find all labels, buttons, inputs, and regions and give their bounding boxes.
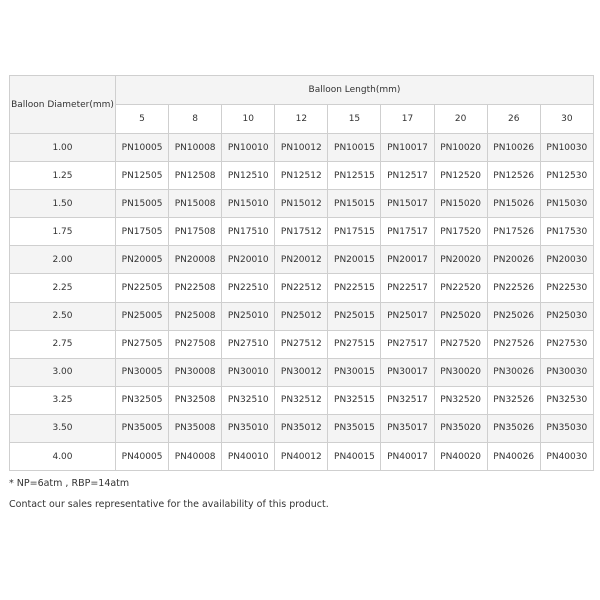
product-code-cell: PN40015: [328, 443, 381, 471]
product-code-cell: PN25005: [116, 302, 169, 330]
product-code-cell: PN40012: [275, 443, 328, 471]
product-code-cell: PN30020: [434, 358, 487, 386]
diameter-cell: 1.75: [10, 218, 116, 246]
product-code-cell: PN15008: [169, 190, 222, 218]
product-code-cell: PN32515: [328, 386, 381, 414]
length-header-cell: 12: [275, 105, 328, 134]
table-row: [10, 246, 594, 274]
product-code-cell: PN40030: [540, 443, 593, 471]
product-code-cell: PN27526: [487, 330, 540, 358]
length-header-cell: 15: [328, 105, 381, 134]
product-code-cell: PN27510: [222, 330, 275, 358]
product-code-cell: PN35017: [381, 414, 434, 442]
length-group-header: Balloon Length(mm): [116, 76, 594, 105]
product-code-cell: PN20015: [328, 246, 381, 274]
product-code-cell: PN25017: [381, 302, 434, 330]
product-code-cell: PN27530: [540, 330, 593, 358]
product-code-cell: PN30030: [540, 358, 593, 386]
product-code-cell: PN30008: [169, 358, 222, 386]
product-code-cell: PN10010: [222, 134, 275, 162]
table-row: [10, 134, 594, 162]
product-code-cell: PN10012: [275, 134, 328, 162]
product-code-table: [9, 75, 594, 471]
product-code-cell: PN10005: [116, 134, 169, 162]
table-row: [10, 190, 594, 218]
product-code-cell: PN22515: [328, 274, 381, 302]
product-code-cell: PN20005: [116, 246, 169, 274]
length-header-cell: 20: [434, 105, 487, 134]
product-code-cell: PN10015: [328, 134, 381, 162]
product-code-cell: PN15030: [540, 190, 593, 218]
diameter-cell: 3.50: [10, 414, 116, 442]
product-code-cell: PN20010: [222, 246, 275, 274]
table-row: [10, 386, 594, 414]
table-body: [10, 134, 594, 471]
diameter-cell: 1.50: [10, 190, 116, 218]
product-code-cell: PN40008: [169, 443, 222, 471]
product-code-cell: PN25008: [169, 302, 222, 330]
product-code-cell: PN22526: [487, 274, 540, 302]
product-code-cell: PN27512: [275, 330, 328, 358]
product-code-cell: PN20026: [487, 246, 540, 274]
product-code-cell: PN30015: [328, 358, 381, 386]
product-code-cell: PN12530: [540, 162, 593, 190]
product-code-cell: PN27520: [434, 330, 487, 358]
product-code-cell: PN12526: [487, 162, 540, 190]
product-code-cell: PN32517: [381, 386, 434, 414]
product-code-cell: PN12510: [222, 162, 275, 190]
product-code-cell: PN10020: [434, 134, 487, 162]
product-code-cell: PN17515: [328, 218, 381, 246]
product-code-cell: PN35010: [222, 414, 275, 442]
product-code-cell: PN17526: [487, 218, 540, 246]
contact-note: Contact our sales representative for the availability of this product.: [9, 499, 329, 510]
product-code-cell: PN20030: [540, 246, 593, 274]
product-code-cell: PN10026: [487, 134, 540, 162]
product-code-cell: PN22520: [434, 274, 487, 302]
product-code-cell: PN35026: [487, 414, 540, 442]
product-code-cell: PN17520: [434, 218, 487, 246]
product-code-cell: PN15010: [222, 190, 275, 218]
product-code-cell: PN27515: [328, 330, 381, 358]
product-code-cell: PN40020: [434, 443, 487, 471]
product-code-cell: PN25012: [275, 302, 328, 330]
table-row: [10, 218, 594, 246]
length-header-cell: 10: [222, 105, 275, 134]
product-code-cell: PN12517: [381, 162, 434, 190]
product-code-cell: PN32510: [222, 386, 275, 414]
product-code-cell: PN35015: [328, 414, 381, 442]
product-code-cell: PN22508: [169, 274, 222, 302]
product-code-cell: PN15015: [328, 190, 381, 218]
product-code-cell: PN12505: [116, 162, 169, 190]
product-code-cell: PN15012: [275, 190, 328, 218]
product-code-cell: PN22510: [222, 274, 275, 302]
diameter-cell: 1.00: [10, 134, 116, 162]
product-code-cell: PN22530: [540, 274, 593, 302]
product-code-cell: PN25020: [434, 302, 487, 330]
product-code-cell: PN35012: [275, 414, 328, 442]
pressure-note: * NP=6atm , RBP=14atm: [9, 478, 130, 489]
length-header-cell: 8: [169, 105, 222, 134]
diameter-cell: 1.25: [10, 162, 116, 190]
product-code-cell: PN27505: [116, 330, 169, 358]
product-code-cell: PN22505: [116, 274, 169, 302]
product-code-cell: PN40026: [487, 443, 540, 471]
product-code-cell: PN10008: [169, 134, 222, 162]
diameter-cell: 2.00: [10, 246, 116, 274]
table-row: [10, 302, 594, 330]
product-code-cell: PN17505: [116, 218, 169, 246]
product-code-cell: PN15026: [487, 190, 540, 218]
product-code-cell: PN12520: [434, 162, 487, 190]
product-code-cell: PN20017: [381, 246, 434, 274]
length-header-cell: 26: [487, 105, 540, 134]
product-code-cell: PN17510: [222, 218, 275, 246]
product-code-cell: PN12508: [169, 162, 222, 190]
product-code-cell: PN12515: [328, 162, 381, 190]
table-header: [10, 76, 594, 134]
diameter-cell: 2.25: [10, 274, 116, 302]
product-code-cell: PN17517: [381, 218, 434, 246]
product-code-cell: PN30005: [116, 358, 169, 386]
product-code-cell: PN35008: [169, 414, 222, 442]
product-code-cell: PN25015: [328, 302, 381, 330]
product-code-cell: PN40005: [116, 443, 169, 471]
table-row: [10, 330, 594, 358]
table-row: [10, 358, 594, 386]
product-code-cell: PN15020: [434, 190, 487, 218]
product-code-cell: PN17512: [275, 218, 328, 246]
product-code-cell: PN40017: [381, 443, 434, 471]
product-code-cell: PN32526: [487, 386, 540, 414]
product-code-cell: PN30012: [275, 358, 328, 386]
length-header-cell: 30: [540, 105, 593, 134]
length-header-cell: 5: [116, 105, 169, 134]
product-code-cell: PN32512: [275, 386, 328, 414]
product-code-cell: PN35030: [540, 414, 593, 442]
product-code-cell: PN15005: [116, 190, 169, 218]
diameter-cell: 2.75: [10, 330, 116, 358]
product-code-cell: PN30017: [381, 358, 434, 386]
diameter-cell: 3.00: [10, 358, 116, 386]
diameter-cell: 2.50: [10, 302, 116, 330]
product-code-cell: PN15017: [381, 190, 434, 218]
diameter-cell: 3.25: [10, 386, 116, 414]
product-code-cell: PN40010: [222, 443, 275, 471]
product-code-cell: PN17508: [169, 218, 222, 246]
product-code-cell: PN32508: [169, 386, 222, 414]
product-code-cell: PN27517: [381, 330, 434, 358]
product-code-cell: PN12512: [275, 162, 328, 190]
product-code-cell: PN10017: [381, 134, 434, 162]
product-code-cell: PN32505: [116, 386, 169, 414]
product-code-cell: PN32530: [540, 386, 593, 414]
product-code-cell: PN20008: [169, 246, 222, 274]
table-row: [10, 414, 594, 442]
product-code-cell: PN25010: [222, 302, 275, 330]
product-code-cell: PN22517: [381, 274, 434, 302]
product-code-cell: PN30026: [487, 358, 540, 386]
product-code-cell: PN30010: [222, 358, 275, 386]
product-code-cell: PN20012: [275, 246, 328, 274]
product-code-cell: PN35020: [434, 414, 487, 442]
table-row: [10, 274, 594, 302]
product-code-cell: PN22512: [275, 274, 328, 302]
diameter-column-header: Balloon Diameter(mm): [10, 76, 116, 134]
table-row: [10, 162, 594, 190]
product-table-container: [9, 75, 593, 471]
product-code-cell: PN27508: [169, 330, 222, 358]
product-code-cell: PN17530: [540, 218, 593, 246]
length-header-cell: 17: [381, 105, 434, 134]
diameter-cell: 4.00: [10, 443, 116, 471]
product-code-cell: PN25030: [540, 302, 593, 330]
product-code-cell: PN20020: [434, 246, 487, 274]
product-code-cell: PN10030: [540, 134, 593, 162]
product-code-cell: PN25026: [487, 302, 540, 330]
product-code-cell: PN35005: [116, 414, 169, 442]
product-code-cell: PN32520: [434, 386, 487, 414]
table-row: [10, 443, 594, 471]
